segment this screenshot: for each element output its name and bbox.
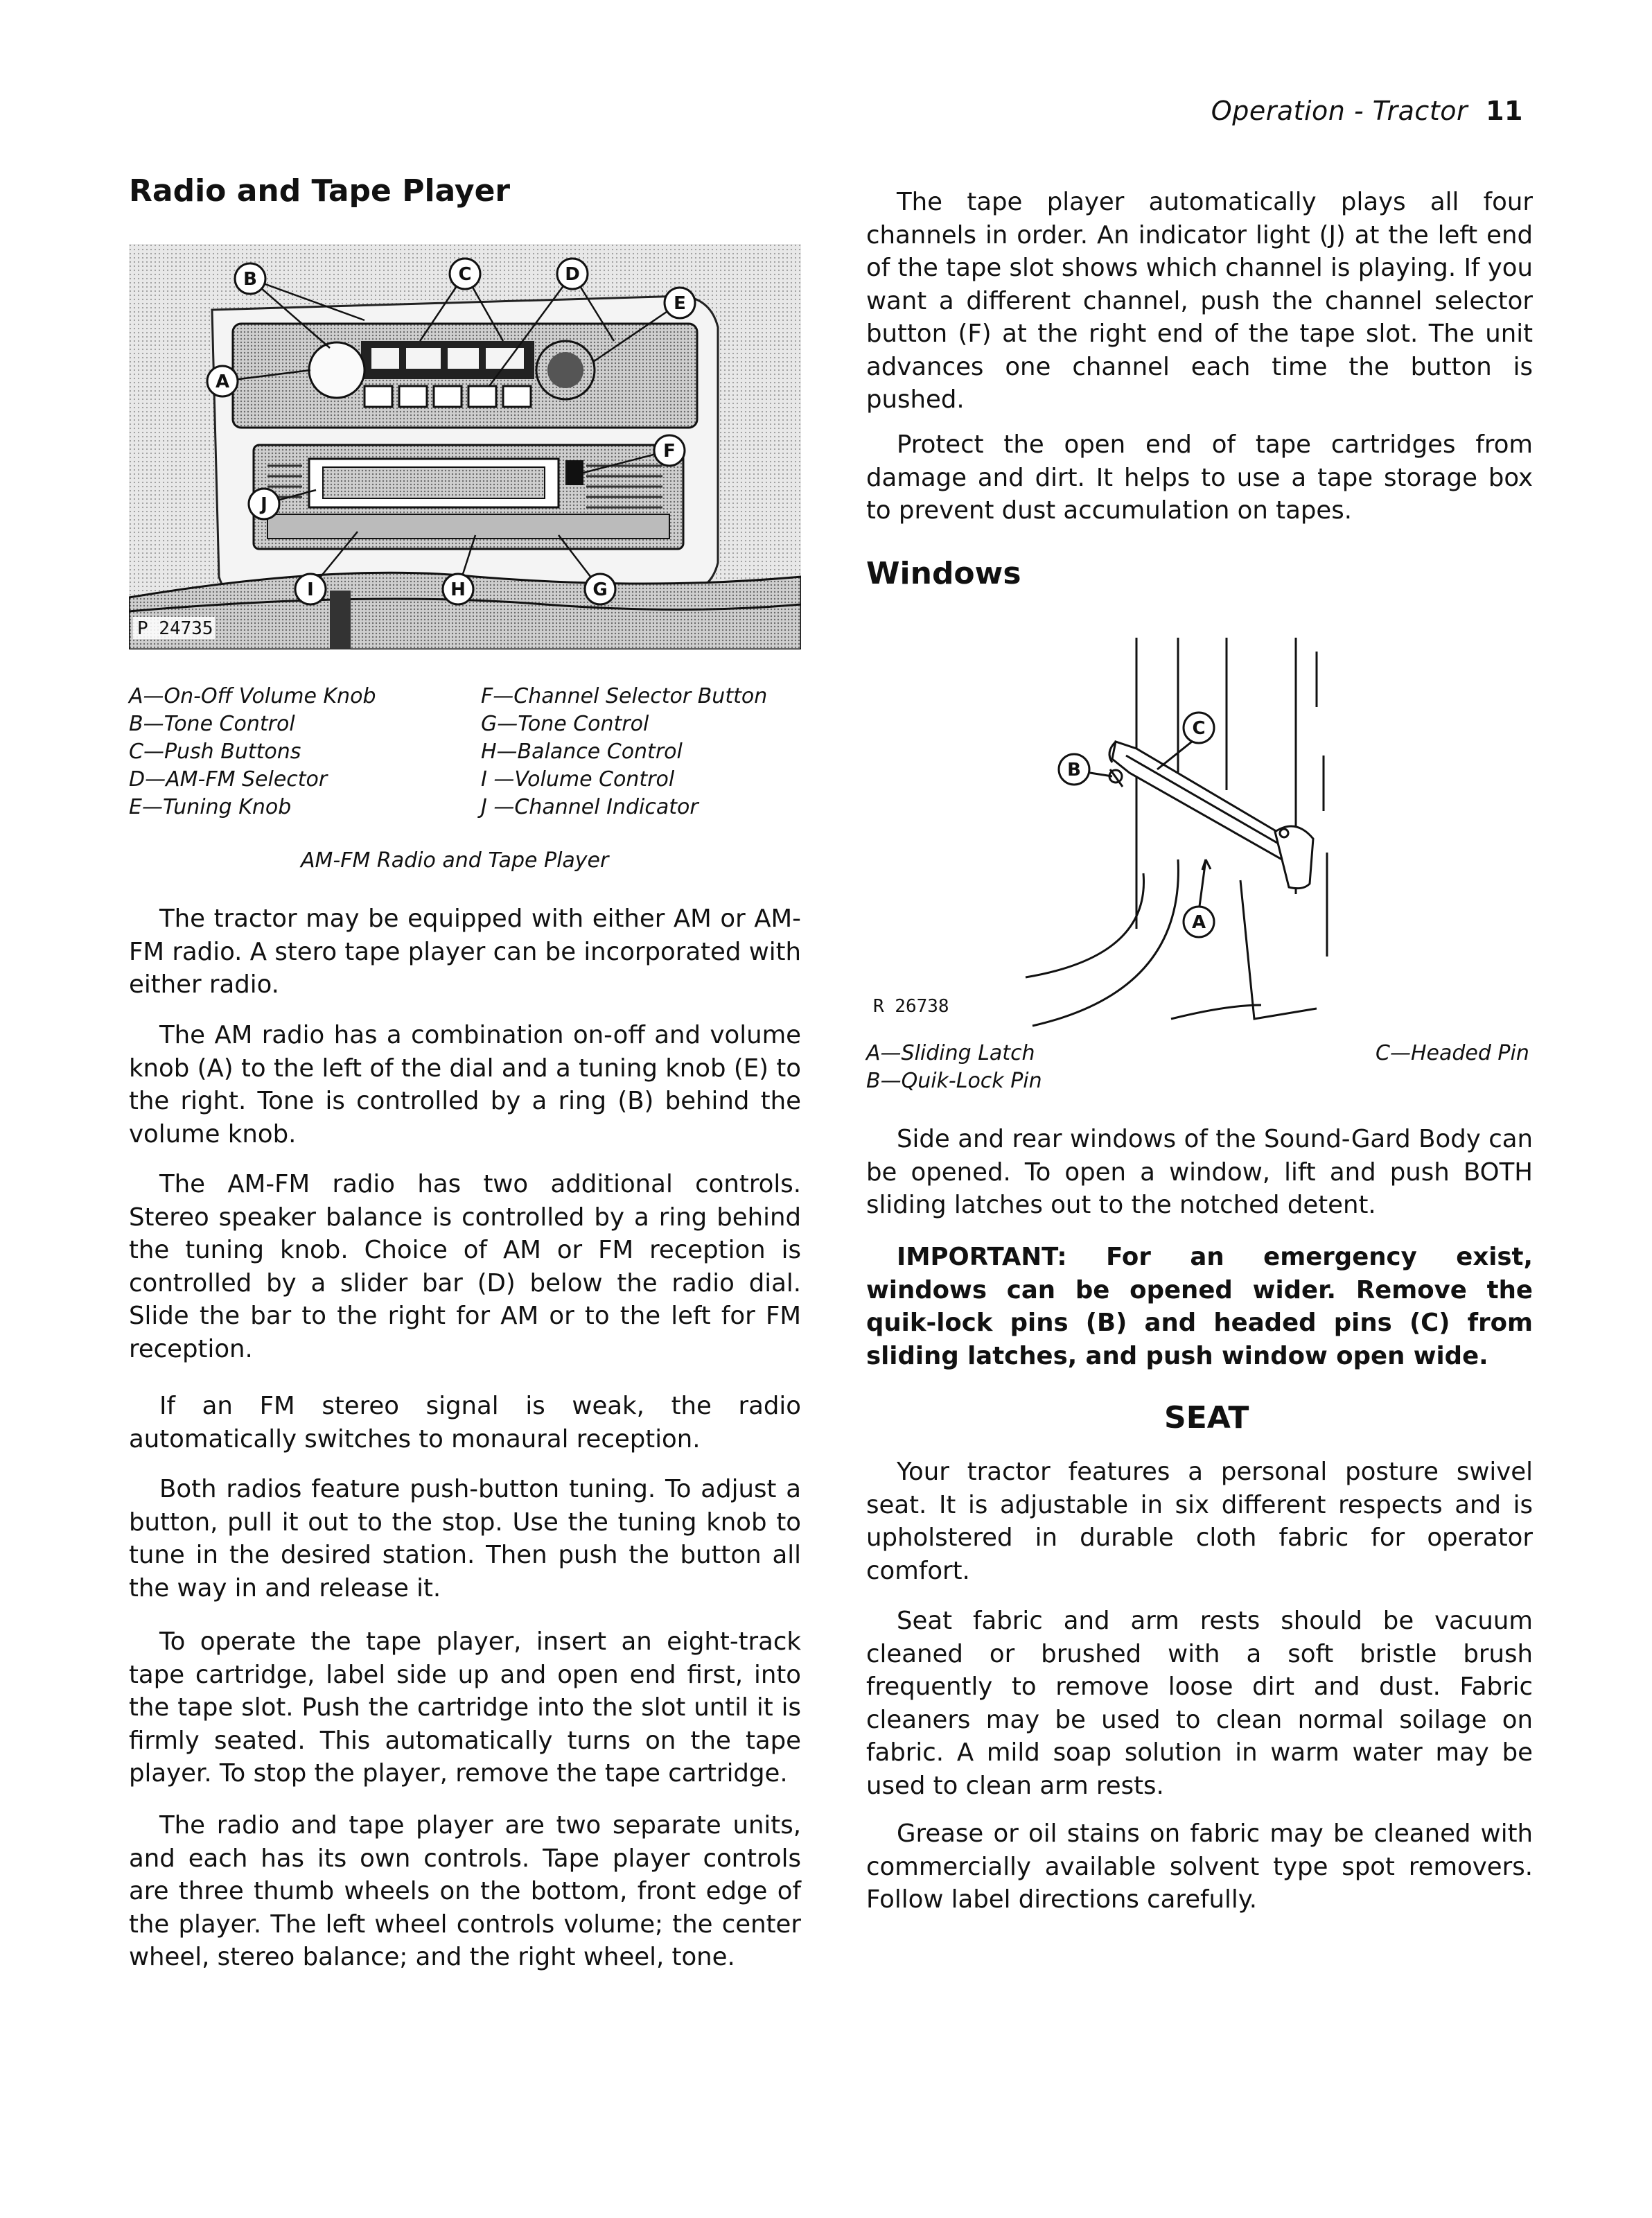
paragraph: The radio and tape player are two separate units, and each has its own controls. Tape player controls are three thumb wheels on the bottom, front edge of the player. The left wheel controls volume; the center wheel, stereo balance; and the right wheel, tone. [129, 1811, 801, 1971]
callout-g: G [592, 579, 608, 600]
paragraph: If an FM stereo signal is weak, the radio automatically switches to monaural reception. [129, 1392, 801, 1453]
radio-legend-col1 [129, 683, 376, 821]
running-head [1211, 96, 1523, 126]
heading-radio-tape: Radio and Tape Player [129, 173, 511, 209]
radio-figure [129, 244, 801, 649]
paragraph: Seat fabric and arm rests should be vacuum cleaned or brushed with a soft bristle brush frequently to remove loose dirt and dust. Fabric cleaners may be used to clean normal soilage on fabric. A mild soap solution in warm water may be used to clean arm rests. [866, 1607, 1533, 1800]
callout-j: J [261, 494, 267, 515]
radio-figure-caption: AM-FM Radio and Tape Player [301, 848, 609, 873]
heading-seat: SEAT [1164, 1400, 1249, 1435]
legend-item: C—Push Buttons [129, 740, 301, 764]
callout-d: D [565, 264, 580, 285]
legend-item: B—Tone Control [129, 712, 295, 736]
callout-b: B [243, 269, 257, 290]
windows-illustration [866, 631, 1538, 1040]
paragraph: Your tractor features a personal posture swivel seat. It is adjustable in six different respects and is upholstered in durable cloth fabric for operator comfort. [866, 1458, 1533, 1585]
windows-legend-right [1376, 1040, 1529, 1067]
legend-item: E—Tuning Knob [129, 795, 292, 819]
windows-callout-a: A [1191, 912, 1206, 933]
legend-item: F—Channel Selector Button [481, 684, 768, 708]
callout-i: I [307, 579, 314, 600]
callout-e: E [674, 293, 686, 314]
page-number: 11 [1486, 96, 1523, 126]
callout-f: F [663, 441, 676, 462]
legend-item: I —Volume Control [481, 767, 675, 792]
windows-figure-code: R 26738 [873, 996, 949, 1017]
legend-item: J —Channel Indicator [481, 795, 698, 819]
radio-legend-col2 [481, 683, 767, 821]
windows-figure [866, 631, 1538, 1040]
legend-item: A—Sliding Latch [866, 1041, 1035, 1065]
callout-a: A [215, 372, 230, 392]
windows-legend-left [866, 1040, 1042, 1095]
important-notice: IMPORTANT: For an emergency exist, windows can be opened wider. Remove the quik-lock pins (B) and headed pins (C) from sliding latches, and push window open wide. [866, 1243, 1533, 1370]
paragraph: The tractor may be equipped with either AM or AM-FM radio. A stero tape player can be incorporated with either radio. [129, 905, 802, 999]
legend-item: G—Tone Control [481, 712, 649, 736]
heading-windows: Windows [866, 556, 1021, 591]
legend-item: H—Balance Control [481, 740, 683, 764]
paragraph: To operate the tape player, insert an eight-track tape cartridge, label side up and open end first, into the tape slot. Push the cartridge into the slot until it is firmly seated. This automatically turns on the tape player. To stop the player, remove the tape cartridge. [129, 1627, 801, 1788]
windows-callout-b: B [1067, 760, 1081, 780]
legend-item: A—On-Off Volume Knob [129, 684, 376, 708]
radio-illustration [129, 244, 801, 649]
legend-item: B—Quik-Lock Pin [866, 1069, 1042, 1093]
paragraph: The tape player automatically plays all four channels in order. An indicator light (J) at the left end of the tape slot shows which channel is playing. If you want a different channel, push the channel selector button (F) at the right end of the tape slot. The unit advances one channel each time the button is pushed. [866, 188, 1533, 414]
paragraph: Grease or oil stains on fabric may be cleaned with commercially available solvent type spot removers. Follow label directions carefully. [866, 1819, 1533, 1914]
radio-figure-code: P 24735 [137, 618, 213, 639]
paragraph: Side and rear windows of the Sound-Gard Body can be opened. To open a window, lift and push BOTH sliding latches out to the notched detent. [866, 1125, 1533, 1219]
paragraph: Both radios feature push-button tuning. To adjust a button, pull it out to the stop. Use the tuning knob to tune in the desired station. Then push the button all the way in and release it. [129, 1475, 801, 1603]
legend-item: D—AM-FM Selector [129, 767, 328, 792]
windows-callout-c: C [1192, 718, 1206, 739]
paragraph: Protect the open end of tape cartridges from damage and dirt. It helps to use a tape storage box to prevent dust accumulation on tapes. [866, 430, 1533, 525]
section-title: Operation - Tractor [1211, 96, 1468, 126]
callout-h: H [450, 579, 466, 600]
legend-item: C—Headed Pin [1376, 1041, 1529, 1065]
paragraph: The AM radio has a combination on-off and volume knob (A) to the left of the dial and a tuning knob (E) to the right. Tone is controlled by a ring (B) behind the volume knob. [129, 1021, 801, 1149]
callout-c: C [458, 264, 472, 285]
paragraph: The AM-FM radio has two additional controls. Stereo speaker balance is controlled by a ring behind the tuning knob. Choice of AM or FM reception is controlled by a slider bar (D) below the radio dial. Slide the bar to the right for AM or to the left for FM reception. [129, 1170, 801, 1363]
